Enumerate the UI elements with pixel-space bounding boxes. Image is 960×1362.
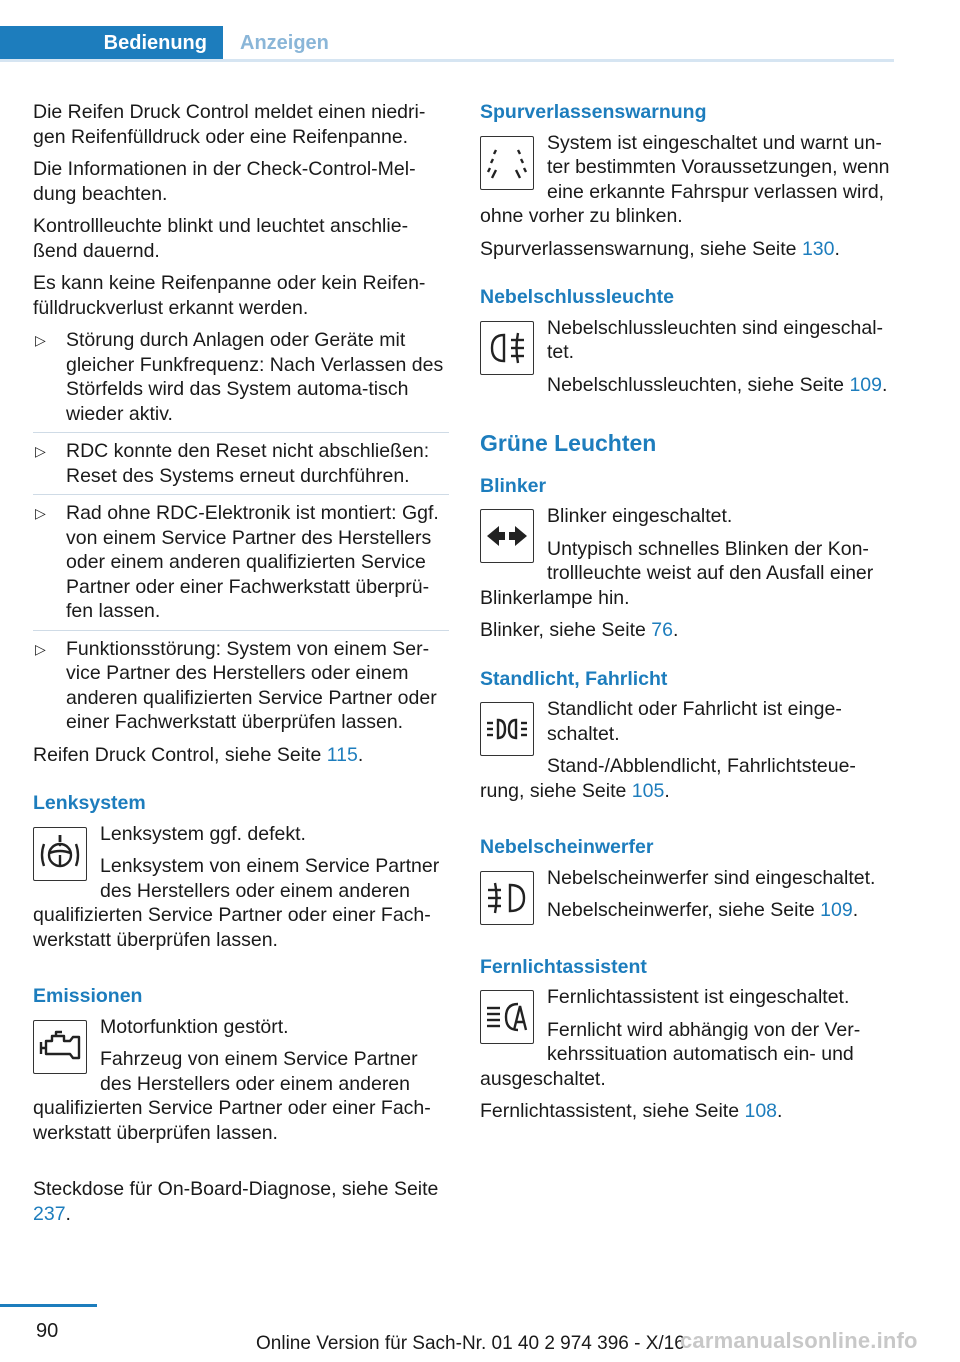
- list-item-text: Störung durch Anlagen oder Geräte mit gleicher Funkfrequenz: Nach Verlassen des Störfelds wird das System automa-tisch wieder aktiv.: [66, 329, 444, 425]
- watermark: carmanualsonline.info: [680, 1328, 918, 1353]
- indicator-text: Lenksystem ggf. defekt.: [100, 822, 306, 845]
- reference-text: Fernlichtassistent, siehe Seite: [480, 1100, 745, 1122]
- page-link[interactable]: 237: [33, 1202, 66, 1225]
- page-link[interactable]: 105: [631, 779, 665, 802]
- reference-text: Nebelscheinwerfer, siehe Seite: [547, 899, 821, 921]
- page-link[interactable]: 109: [820, 899, 853, 921]
- paragraph: Kontrollleuchte blinkt und leuchtet anschlie-ßend dauernd.: [33, 215, 409, 262]
- tab-anzeigen[interactable]: Anzeigen: [240, 31, 329, 54]
- section-heading-lenksystem: Lenksystem: [33, 792, 146, 814]
- page-link[interactable]: 130: [801, 237, 835, 260]
- reference-text: Stand-/Abblendlicht, Fahrlichtsteue-rung, siehe Seite: [480, 755, 856, 802]
- paragraph: Es kann keine Reifenpanne oder kein Reifen-fülldruckverlust erkannt werden.: [33, 272, 426, 319]
- reference-end: .: [777, 1100, 783, 1122]
- list-item: [33, 432, 449, 488]
- section-heading-spurverlassenswarnung: Spurverlassenswarnung: [480, 101, 707, 123]
- indicator-lenksystem: [33, 822, 449, 961]
- triangle-bullet-icon: ▷: [35, 443, 46, 459]
- turn-signal-icon: [480, 509, 534, 563]
- indicator-text: Blinker eingeschaltet.: [547, 505, 733, 527]
- tab-bedienung[interactable]: Bedienung: [0, 26, 223, 60]
- spur-reference: [480, 237, 896, 262]
- list-item: [33, 494, 449, 624]
- triangle-bullet-icon: ▷: [35, 332, 46, 348]
- rdc-reference: [33, 743, 449, 768]
- reference-end: .: [852, 899, 859, 921]
- steering-warning-icon: [33, 827, 87, 881]
- high-beam-assist-icon: [480, 990, 534, 1044]
- indicator-nebelschluss: [480, 316, 896, 406]
- fern-reference: [480, 1099, 896, 1124]
- nebelschein-reference: [480, 898, 896, 923]
- indicator-text: Nebelscheinwerfer sind eingeschaltet.: [547, 866, 876, 889]
- list-item-text: Rad ohne RDC-Elektronik ist montiert: Ggf. von einem Service Partner des Herstellers oder einem anderen qualifizierten Service Partner oder einer Fachwerkstatt überprü-fen lassen.: [66, 502, 439, 622]
- reference-end: .: [65, 1202, 71, 1225]
- section-heading-nebelschlussleuchte: Nebelschlussleuchte: [480, 286, 674, 308]
- paragraph: Die Reifen Druck Control meldet einen niedri-gen Reifenfülldruck oder eine Reifenpanne.: [33, 101, 426, 148]
- indicator-emissionen: [33, 1015, 449, 1154]
- parking-light-icon: [480, 702, 534, 756]
- footer-accent-line: [0, 1304, 97, 1307]
- indicator-nebelscheinwerfer: [480, 866, 896, 931]
- blinker-reference: [480, 618, 896, 643]
- page-link[interactable]: 109: [849, 373, 882, 396]
- indicator-text: Motorfunktion gestört.: [100, 1015, 289, 1038]
- triangle-bullet-icon: ▷: [35, 505, 46, 521]
- list-item-text: Funktionsstörung: System von einem Ser-vice Partner des Herstellers oder einem anderen qualifizierten Service Partner oder einer Fachwerkstatt überprüfen lassen.: [66, 637, 437, 733]
- reference-text: Reifen Druck Control, siehe Seite: [33, 743, 327, 766]
- reference-end: .: [881, 373, 888, 396]
- section-heading-standlicht: Standlicht, Fahrlicht: [480, 667, 668, 690]
- rear-fog-icon: [480, 321, 534, 375]
- indicator-text: Fernlicht wird abhängig von der Ver-kehrssituation automatisch ein- und ausgeschaltet.: [480, 1018, 861, 1090]
- indicator-text: Nebelschlussleuchten sind eingeschal-tet.: [547, 316, 884, 363]
- indicator-standlicht: [480, 697, 896, 811]
- section-heading-nebelscheinwerfer: Nebelscheinwerfer: [480, 836, 654, 858]
- online-version-note: Online Version für Sach-Nr. 01 40 2 974 396 - X/16: [256, 1333, 685, 1354]
- left-column: [33, 100, 449, 1234]
- standlicht-reference: [480, 754, 896, 803]
- reference-end: .: [672, 619, 679, 641]
- indicator-text: Untypisch schnelles Blinken der Kon-trollleuchte weist auf den Ausfall einer Blinkerlampe hin.: [480, 537, 874, 609]
- indicator-text: Fahrzeug von einem Service Partner des Herstellers oder einem anderen qualifizierten Service Partner oder einer Fach-werkstatt überprüfen lassen.: [33, 1048, 431, 1144]
- list-item-text: RDC konnte den Reset nicht abschließen: Reset des Systems erneut durchführen.: [66, 440, 430, 487]
- reference-end: .: [357, 743, 364, 766]
- page-link[interactable]: 115: [326, 743, 358, 766]
- section-heading-blinker: Blinker: [480, 474, 547, 497]
- reference-end: .: [834, 237, 840, 260]
- header-divider: [0, 59, 894, 62]
- header-tabs: [0, 26, 894, 62]
- reference-text: Steckdose für On-Board-Diagnose, siehe Seite: [33, 1178, 439, 1200]
- list-item: [33, 328, 449, 426]
- right-column: [480, 100, 896, 1132]
- list-item: [33, 630, 449, 735]
- bullet-list: [33, 328, 449, 735]
- indicator-text: Fernlichtassistent ist eingeschaltet.: [547, 986, 850, 1008]
- page-number: 90: [36, 1320, 59, 1342]
- page-link[interactable]: 108: [744, 1100, 778, 1122]
- indicator-text: System ist eingeschaltet und warnt un-ter bestimmten Voraussetzungen, wenn eine erkannte Fahrspur verlassen wird, ohne vorher zu blinken.: [480, 131, 890, 227]
- nebelschluss-reference: [480, 373, 896, 398]
- reference-end: .: [664, 779, 670, 802]
- obd-reference: [33, 1177, 449, 1226]
- reference-text: Spurverlassenswarnung, siehe Seite: [480, 237, 802, 260]
- indicator-blinker: [480, 504, 896, 618]
- paragraph: Die Informationen in der Check-Control-Mel-dung beachten.: [33, 158, 416, 205]
- reference-text: Nebelschlussleuchten, siehe Seite: [547, 373, 850, 396]
- indicator-text: Standlicht oder Fahrlicht ist einge-schaltet.: [547, 698, 842, 745]
- triangle-bullet-icon: ▷: [35, 640, 46, 657]
- front-fog-icon: [480, 871, 534, 925]
- section-heading-fernlichtassistent: Fernlichtassistent: [480, 955, 647, 978]
- indicator-text: Lenksystem von einem Service Partner des Herstellers oder einem anderen qualifizierten Service Partner oder einer Fach-werkstatt überprüfen lassen.: [33, 855, 440, 951]
- section-title-gruene-leuchten: Grüne Leuchten: [480, 430, 657, 456]
- lane-departure-icon: [480, 136, 534, 190]
- engine-check-icon: [33, 1020, 87, 1074]
- indicator-spur: [480, 131, 896, 237]
- indicator-fernlicht: [480, 985, 896, 1099]
- section-heading-emissionen: Emissionen: [33, 985, 143, 1007]
- reference-text: Blinker, siehe Seite: [480, 619, 652, 641]
- page-link[interactable]: 76: [651, 619, 673, 641]
